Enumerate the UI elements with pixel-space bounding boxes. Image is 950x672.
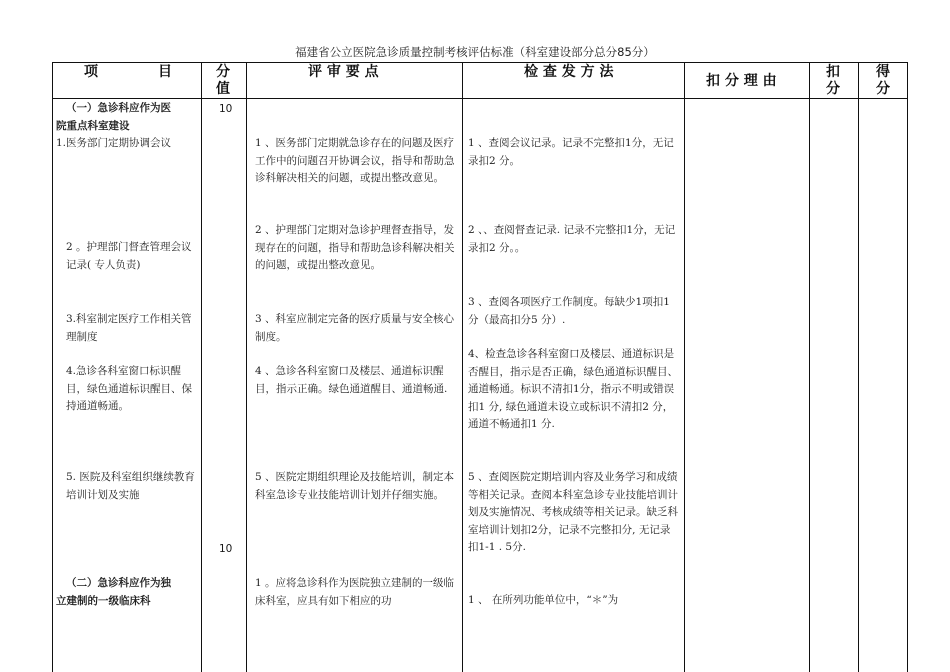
column-divider: [246, 62, 247, 672]
score-value: 10: [219, 103, 233, 115]
column-divider: [201, 62, 202, 672]
header-item-b: 目: [158, 64, 172, 80]
review-point: 1 、医务部门定期就急诊存在的问题及医疗工作中的问题召开协调会议，指导和帮助急诊科解决相关的问题，或提出整改意见。: [255, 137, 455, 184]
page-title: 福建省公立医院急诊质量控制考核评估标准（科室建设部分总分85分）: [295, 45, 655, 59]
header-deduct-a: 扣: [826, 64, 840, 80]
item-label: 2 。护理部门督查管理会议记录( 专人负责): [66, 241, 192, 271]
check-method: 4、检查急诊各科室窗口及楼层、通道标识是否醒目，指示是否正确，绿色通道标识醒目、通道畅通。标识不清扣1分，指示不明或错误扣1 分, 绿色通道未设立或标识不清扣2 分，通道不畅通扣1 分.: [468, 348, 678, 430]
review-point: 4 、急诊各科室窗口及楼层、通道标识醒目，指示正确。绿色通道醒目、通道畅通.: [255, 365, 448, 395]
check-method: 1 、 在所列功能单位中，“＊”为: [468, 594, 619, 606]
item-label: 3.科室制定医疗工作相关管理制度: [66, 313, 192, 343]
section-heading: （二）急诊科应作为独: [66, 577, 171, 589]
header-score-b: 值: [216, 81, 230, 97]
score-value: 10: [219, 543, 233, 555]
check-method: 3 、查阅各项医疗工作制度。每缺少1项扣1 分（最高扣分5 分）.: [468, 296, 670, 326]
review-point: 2 、护理部门定期对急诊护理督查指导，发现存在的问题，指导和帮助急诊科解决相关的问题，或提出整改意见。: [255, 224, 455, 271]
header-deduct-b: 分: [826, 81, 840, 97]
item-label: 5. 医院及科室组织继续教育培训计划及实施: [66, 471, 195, 501]
section-heading: （一）急诊科应作为医: [66, 102, 171, 114]
review-point: 3 、科室应制定完备的医疗质量与安全核心制度。: [255, 313, 455, 343]
section-heading: 院重点科室建设: [56, 120, 130, 132]
check-method: 5 、查阅医院定期培训内容及业务学习和成绩等相关记录。查阅本科室急诊专业技能培训计划及实施情况、考核成绩等相关记录。缺乏科室培训计划扣2分，记录不完整扣分, 无记录扣1-1 . 5分.: [468, 471, 678, 553]
column-divider: [684, 62, 685, 672]
check-method: 1 、查阅会议记录。记录不完整扣1分，无记录扣2 分。: [468, 137, 674, 167]
column-divider: [809, 62, 810, 672]
header-item-a: 项: [84, 64, 98, 80]
header-gain-a: 得: [876, 64, 890, 80]
header-gain-b: 分: [876, 81, 890, 97]
header-review: 评 审 要 点: [308, 64, 379, 80]
item-label: 4.急诊各科室窗口标识醒目，绿色通道标识醒目、保持通道畅通。: [66, 365, 192, 412]
section-heading: 立建制的一级临床科: [56, 595, 151, 607]
review-point: 5 、医院定期组织理论及技能培训，制定本科室急诊专业技能培训计划并仔细实施。: [255, 471, 455, 501]
column-divider: [858, 62, 859, 672]
header-score-a: 分: [216, 64, 230, 80]
header-method: 检 查 发 方 法: [524, 64, 614, 80]
item-label: 1.医务部门定期协调会议: [56, 137, 172, 149]
review-point: 1 。应将急诊科作为医院独立建制的一级临床科室，应具有如下相应的功: [255, 577, 455, 607]
header-divider: [52, 98, 908, 99]
column-divider: [462, 62, 463, 672]
header-reason: 扣 分 理 由: [706, 73, 777, 89]
check-method: 2 、、查阅督查记录. 记录不完整扣1分，无记录扣2 分。。: [468, 224, 676, 254]
